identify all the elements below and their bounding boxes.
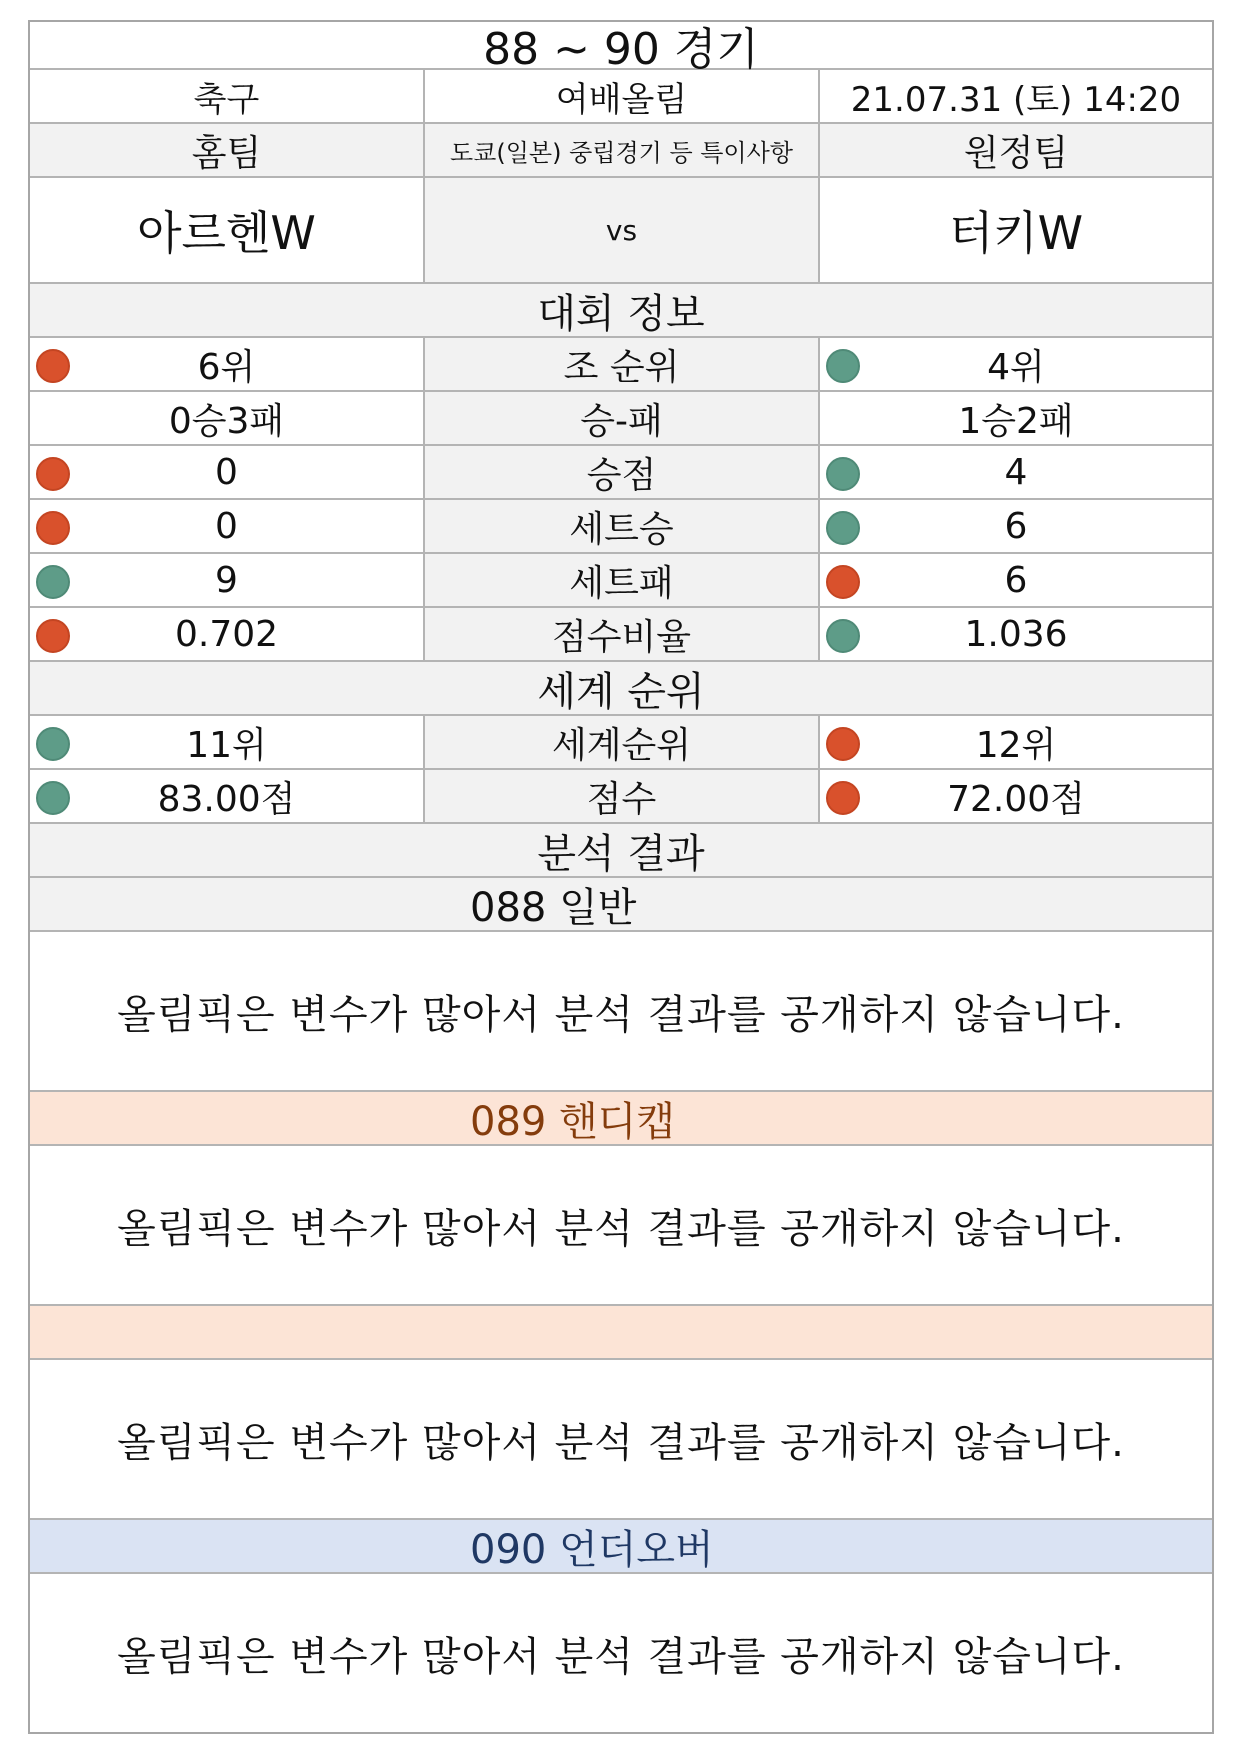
home-win-loss: 0승3패 — [30, 392, 425, 444]
status-dot-icon — [826, 511, 860, 545]
home-world-score: 83.00점 — [157, 778, 296, 820]
status-dot-icon — [826, 565, 860, 599]
status-dot-icon — [36, 349, 70, 383]
stat-row-world-rank — [30, 716, 1212, 770]
analysis-section-header — [30, 824, 1212, 878]
extra-band — [30, 1306, 1212, 1360]
world-section-header — [30, 662, 1212, 716]
handicap-title: 089 핸디캡 — [470, 1098, 675, 1145]
home-world-rank: 11위 — [186, 724, 267, 766]
world-section-title: 세계 순위 — [537, 668, 705, 715]
status-dot-icon — [36, 511, 70, 545]
home-score-ratio: 0.702 — [174, 613, 279, 655]
overunder-result-row — [30, 1574, 1212, 1732]
away-score-ratio: 1.036 — [964, 613, 1068, 655]
away-stat-cell — [820, 770, 1212, 822]
home-stat-cell — [30, 770, 425, 822]
away-stat-cell — [820, 446, 1212, 498]
match-analysis-sheet — [28, 20, 1214, 1734]
status-dot-icon — [826, 727, 860, 761]
stat-row-sets-won — [30, 500, 1212, 554]
home-team-heading: 홈팀 — [30, 124, 425, 176]
sport-label: 축구 — [30, 70, 425, 122]
league-label: 여배올림 — [425, 70, 820, 122]
away-world-rank: 12위 — [975, 724, 1057, 766]
meta-row — [30, 70, 1212, 124]
special-note: 도쿄(일본) 중립경기 등 특이사항 — [425, 124, 820, 176]
away-stat-cell — [820, 716, 1212, 768]
away-stat-cell — [820, 338, 1212, 390]
tournament-section-title: 대회 정보 — [537, 290, 705, 337]
away-stat-cell — [820, 608, 1212, 660]
general-result-row — [30, 932, 1212, 1092]
stat-label-score-ratio: 점수비율 — [425, 608, 820, 660]
away-win-loss: 1승2패 — [958, 400, 1074, 442]
stat-label-sets-lost: 세트패 — [425, 554, 820, 606]
stat-row-win-loss — [30, 392, 1212, 446]
handicap-band — [30, 1092, 1212, 1146]
overunder-band — [30, 1520, 1212, 1574]
stat-row-world-score — [30, 770, 1212, 824]
handicap-result-message: 올림픽은 변수가 많아서 분석 결과를 공개하지 않습니다. — [117, 1205, 1125, 1252]
away-group-rank: 4위 — [987, 346, 1045, 388]
status-dot-icon — [36, 619, 70, 653]
stat-label-world-score: 점수 — [425, 770, 820, 822]
match-datetime: 21.07.31 (토) 14:20 — [850, 79, 1182, 120]
home-sets-lost: 9 — [215, 559, 238, 601]
home-stat-cell — [30, 338, 425, 390]
stat-row-sets-lost — [30, 554, 1212, 608]
vs-label: vs — [425, 178, 820, 282]
away-world-score: 72.00점 — [947, 778, 1085, 820]
home-sets-won: 0 — [215, 505, 238, 547]
stat-label-world-rank: 세계순위 — [425, 716, 820, 768]
away-sets-won: 6 — [1004, 505, 1028, 547]
away-sets-lost: 6 — [1004, 559, 1028, 601]
tournament-section-header — [30, 284, 1212, 338]
status-dot-icon — [826, 457, 860, 491]
stat-label-group-rank: 조 순위 — [425, 338, 820, 390]
status-dot-icon — [36, 781, 70, 815]
teams-row — [30, 178, 1212, 284]
stat-row-points — [30, 446, 1212, 500]
stat-label-points: 승점 — [425, 446, 820, 498]
handicap-result-row — [30, 1146, 1212, 1306]
extra-result-message: 올림픽은 변수가 많아서 분석 결과를 공개하지 않습니다. — [117, 1419, 1125, 1466]
stat-label-win-loss: 승-패 — [425, 392, 820, 444]
home-stat-cell — [30, 446, 425, 498]
general-result-message: 올림픽은 변수가 많아서 분석 결과를 공개하지 않습니다. — [117, 991, 1125, 1038]
away-stat-cell — [820, 554, 1212, 606]
team-header-row — [30, 124, 1212, 178]
stat-row-group-rank — [30, 338, 1212, 392]
extra-title — [30, 1306, 1212, 1358]
home-stat-cell — [30, 608, 425, 660]
status-dot-icon — [36, 457, 70, 491]
title-row — [30, 22, 1212, 75]
analysis-section-title: 분석 결과 — [537, 830, 705, 877]
status-dot-icon — [36, 565, 70, 599]
stat-label-sets-won: 세트승 — [425, 500, 820, 552]
stat-row-score-ratio — [30, 608, 1212, 662]
status-dot-icon — [826, 781, 860, 815]
page-title: 88 ~ 90 경기 — [483, 24, 759, 75]
overunder-title: 090 언더오버 — [470, 1526, 714, 1573]
home-stat-cell — [30, 500, 425, 552]
extra-result-row — [30, 1360, 1212, 1520]
home-stat-cell — [30, 716, 425, 768]
status-dot-icon — [36, 727, 70, 761]
away-team-heading: 원정팀 — [963, 132, 1069, 174]
general-band — [30, 878, 1212, 932]
away-stat-cell — [820, 500, 1212, 552]
away-points: 4 — [1004, 451, 1028, 493]
away-team-name: 터키W — [948, 206, 1084, 260]
home-stat-cell — [30, 554, 425, 606]
overunder-result-message: 올림픽은 변수가 많아서 분석 결과를 공개하지 않습니다. — [117, 1633, 1125, 1680]
home-points: 0 — [215, 451, 238, 493]
home-group-rank: 6위 — [197, 346, 256, 388]
status-dot-icon — [826, 349, 860, 383]
status-dot-icon — [826, 619, 860, 653]
home-team-name: 아르헨W — [30, 178, 425, 282]
general-title: 088 일반 — [470, 884, 637, 931]
